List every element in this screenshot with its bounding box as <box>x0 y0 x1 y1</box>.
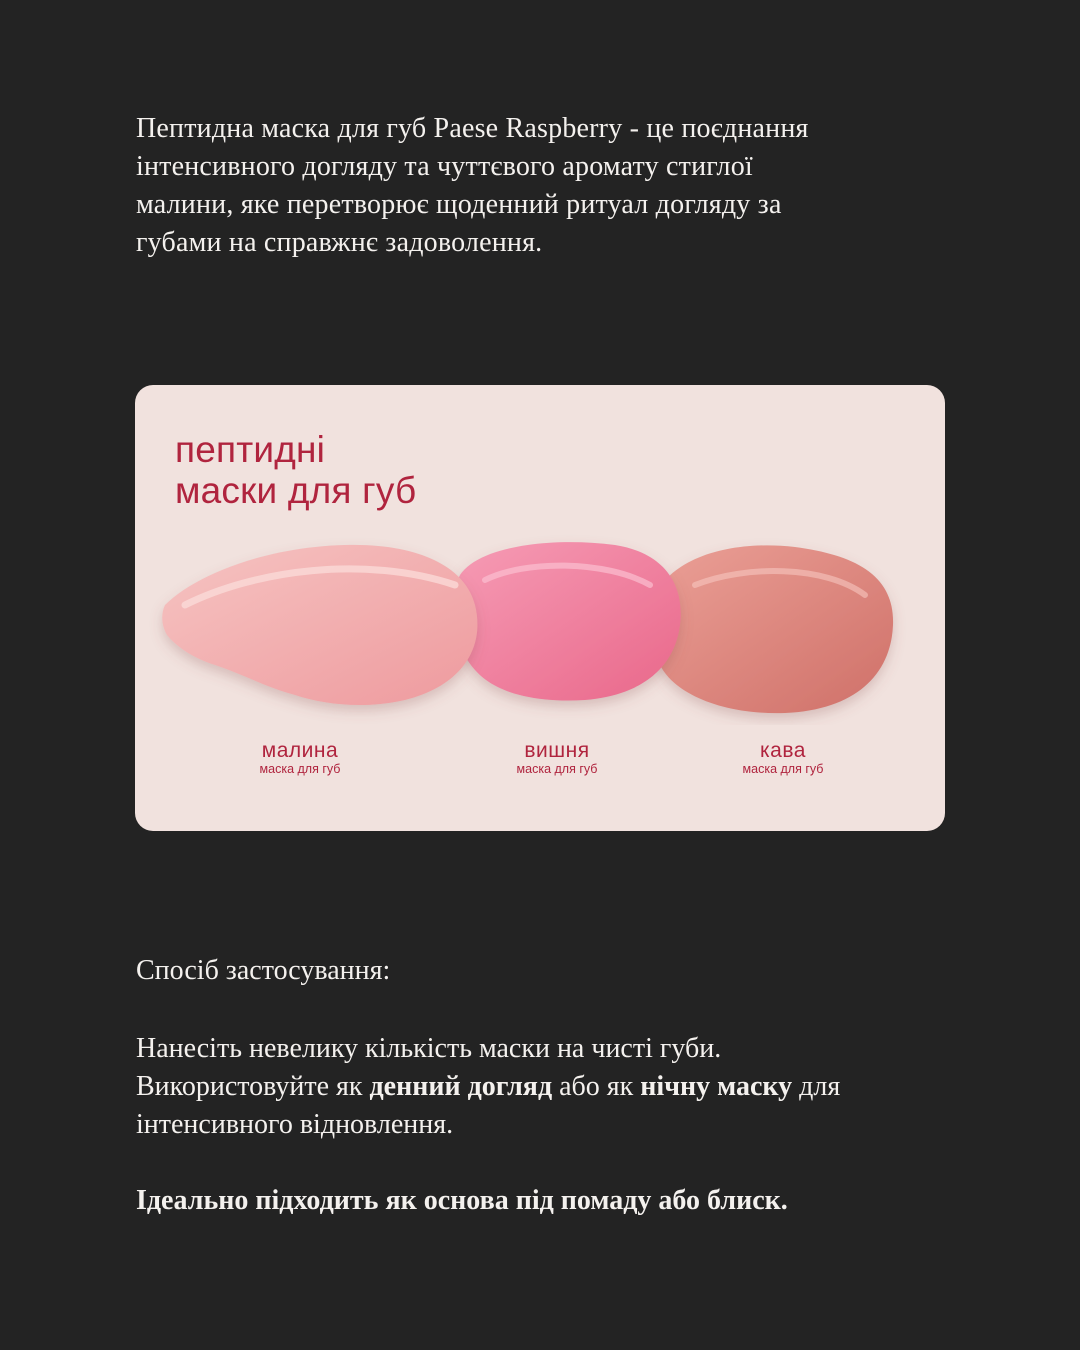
shade-subtitle: маска для губ <box>516 762 598 776</box>
usage-tip: Ідеально підходить як основа під помаду або блиск. <box>136 1185 788 1216</box>
usage-line-1: Нанесіть невелику кількість маски на чисті губи. <box>136 1033 722 1064</box>
usage-line-2-part-1: Використовуйте як <box>136 1071 370 1102</box>
usage-bold-night-mask: нічну маску <box>640 1071 793 1102</box>
shade-name: малина <box>261 739 339 762</box>
lip-mask-swatches <box>135 525 945 725</box>
usage-line-2-part-2: або як <box>552 1071 641 1102</box>
product-image-card <box>135 385 945 831</box>
card-title-line-1: пептидні <box>175 429 326 470</box>
shade-subtitle: маска для губ <box>259 762 341 776</box>
card-title-line-2: маски для губ <box>175 470 417 511</box>
card-title <box>175 429 416 511</box>
usage-line-3: інтенсивного відновлення. <box>136 1109 454 1140</box>
shade-subtitle: маска для губ <box>742 762 824 776</box>
shade-name: вишня <box>524 739 590 762</box>
usage-line-2-part-3: для <box>792 1071 841 1102</box>
intro-line-3: малини, яке перетворює щоденний ритуал догляду за <box>136 189 782 220</box>
shade-vyshnia <box>457 740 657 776</box>
intro-line-2: інтенсивного догляду та чуттєвого аромату стиглої <box>136 151 753 182</box>
intro-line-1: Пептидна маска для губ Paese Raspberry - це поєднання <box>136 113 809 144</box>
shade-kava <box>683 740 883 776</box>
usage-title: Спосіб застосування: <box>136 955 391 986</box>
usage-instructions <box>136 1030 956 1144</box>
shade-malyna <box>200 740 400 776</box>
intro-paragraph <box>136 110 936 262</box>
intro-line-4: губами на справжнє задоволення. <box>136 227 543 258</box>
shade-name: кава <box>760 739 806 762</box>
usage-bold-day-care: денний догляд <box>369 1071 553 1102</box>
